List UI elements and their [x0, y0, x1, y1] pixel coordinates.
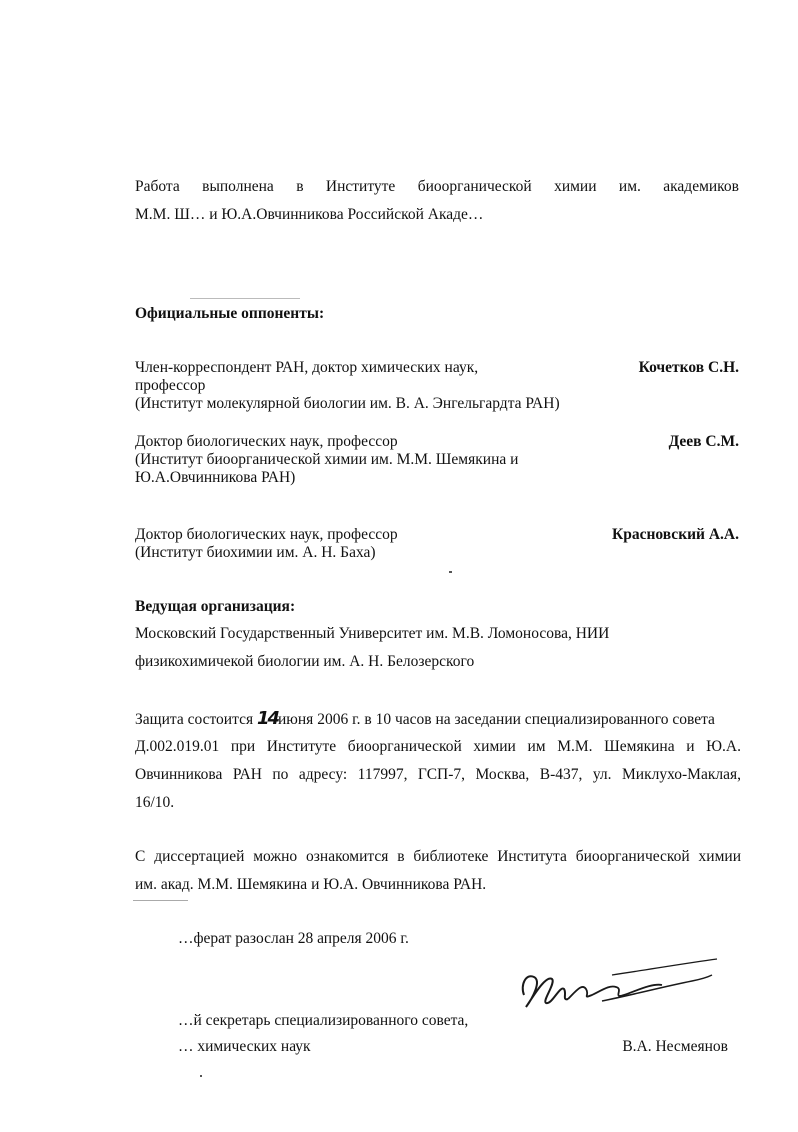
lead-org-line-2: физикохимичекой биологии им. А. Н. Белозерского	[135, 653, 475, 670]
lead-org-heading: Ведущая организация:	[135, 598, 296, 615]
opponent-2-name: Деев С.М.	[668, 433, 739, 450]
opponent-3-line-2: (Институт биохимии им. А. Н. Баха)	[135, 544, 376, 561]
scan-artifact	[133, 900, 188, 901]
opponent-2-line-2: (Институт биоорганической химии им. М.М. Шемякина и	[135, 451, 519, 468]
scan-artifact	[190, 298, 300, 299]
intro-line-1: Работа выполнена в Институте биоорганической химии им. академиков	[135, 178, 739, 195]
defense-line-1-pre: Защита состоится	[135, 711, 254, 728]
defense-line-3: Овчинникова РАН по адресу: 117997, ГСП-7, Москва, В-437, ул. Миклухо-Маклая,	[135, 766, 741, 783]
opponent-1-name: Кочетков С.Н.	[638, 359, 739, 376]
library-line-2: им. акад. М.М. Шемякина и Ю.А. Овчинникова РАН.	[135, 876, 487, 893]
signature	[512, 955, 722, 1025]
opponent-3-line-1: Доктор биологических наук, профессор	[135, 526, 398, 543]
library-line-1: С диссертацией можно ознакомится в библиотеке Института биоорганической химии	[135, 848, 741, 865]
opponent-1-line-2: профессор	[135, 377, 206, 394]
defense-line-4: 16/10.	[135, 794, 175, 811]
defense-line-1-post: июня 2006 г. в 10 часов на заседании специализированного совета	[278, 711, 715, 728]
opponent-1-line-1: Член-корреспондент РАН, доктор химических наук,	[135, 359, 479, 376]
secretary-name: В.А. Несмеянов	[622, 1038, 728, 1055]
secretary-line-2: … химических наук	[178, 1038, 311, 1055]
scan-speck	[200, 1075, 202, 1077]
opponent-2-line-1: Доктор биологических наук, профессор	[135, 433, 398, 450]
abstract-sent: …ферат разослан 28 апреля 2006 г.	[178, 930, 409, 947]
lead-org-line-1: Московский Государственный Университет им. М.В. Ломоносова, НИИ	[135, 625, 610, 642]
scan-speck	[449, 571, 452, 573]
defense-line-2: Д.002.019.01 при Институте биоорганической химии им М.М. Шемякина и Ю.А.	[135, 738, 741, 755]
secretary-line-1: …й секретарь специализированного совета,	[178, 1012, 469, 1029]
opponents-heading: Официальные оппоненты:	[135, 305, 325, 322]
opponent-2-line-3: Ю.А.Овчинникова РАН)	[135, 469, 296, 486]
handwritten-day: 14	[256, 708, 279, 729]
intro-line-2: М.М. Ш… и Ю.А.Овчинникова Российской Акаде…	[135, 206, 484, 223]
opponent-1-line-3: (Институт молекулярной биологии им. В. А. Энгельгардта РАН)	[135, 395, 560, 412]
defense-line-1	[135, 710, 741, 729]
opponent-3-name: Красновский А.А.	[611, 526, 739, 543]
